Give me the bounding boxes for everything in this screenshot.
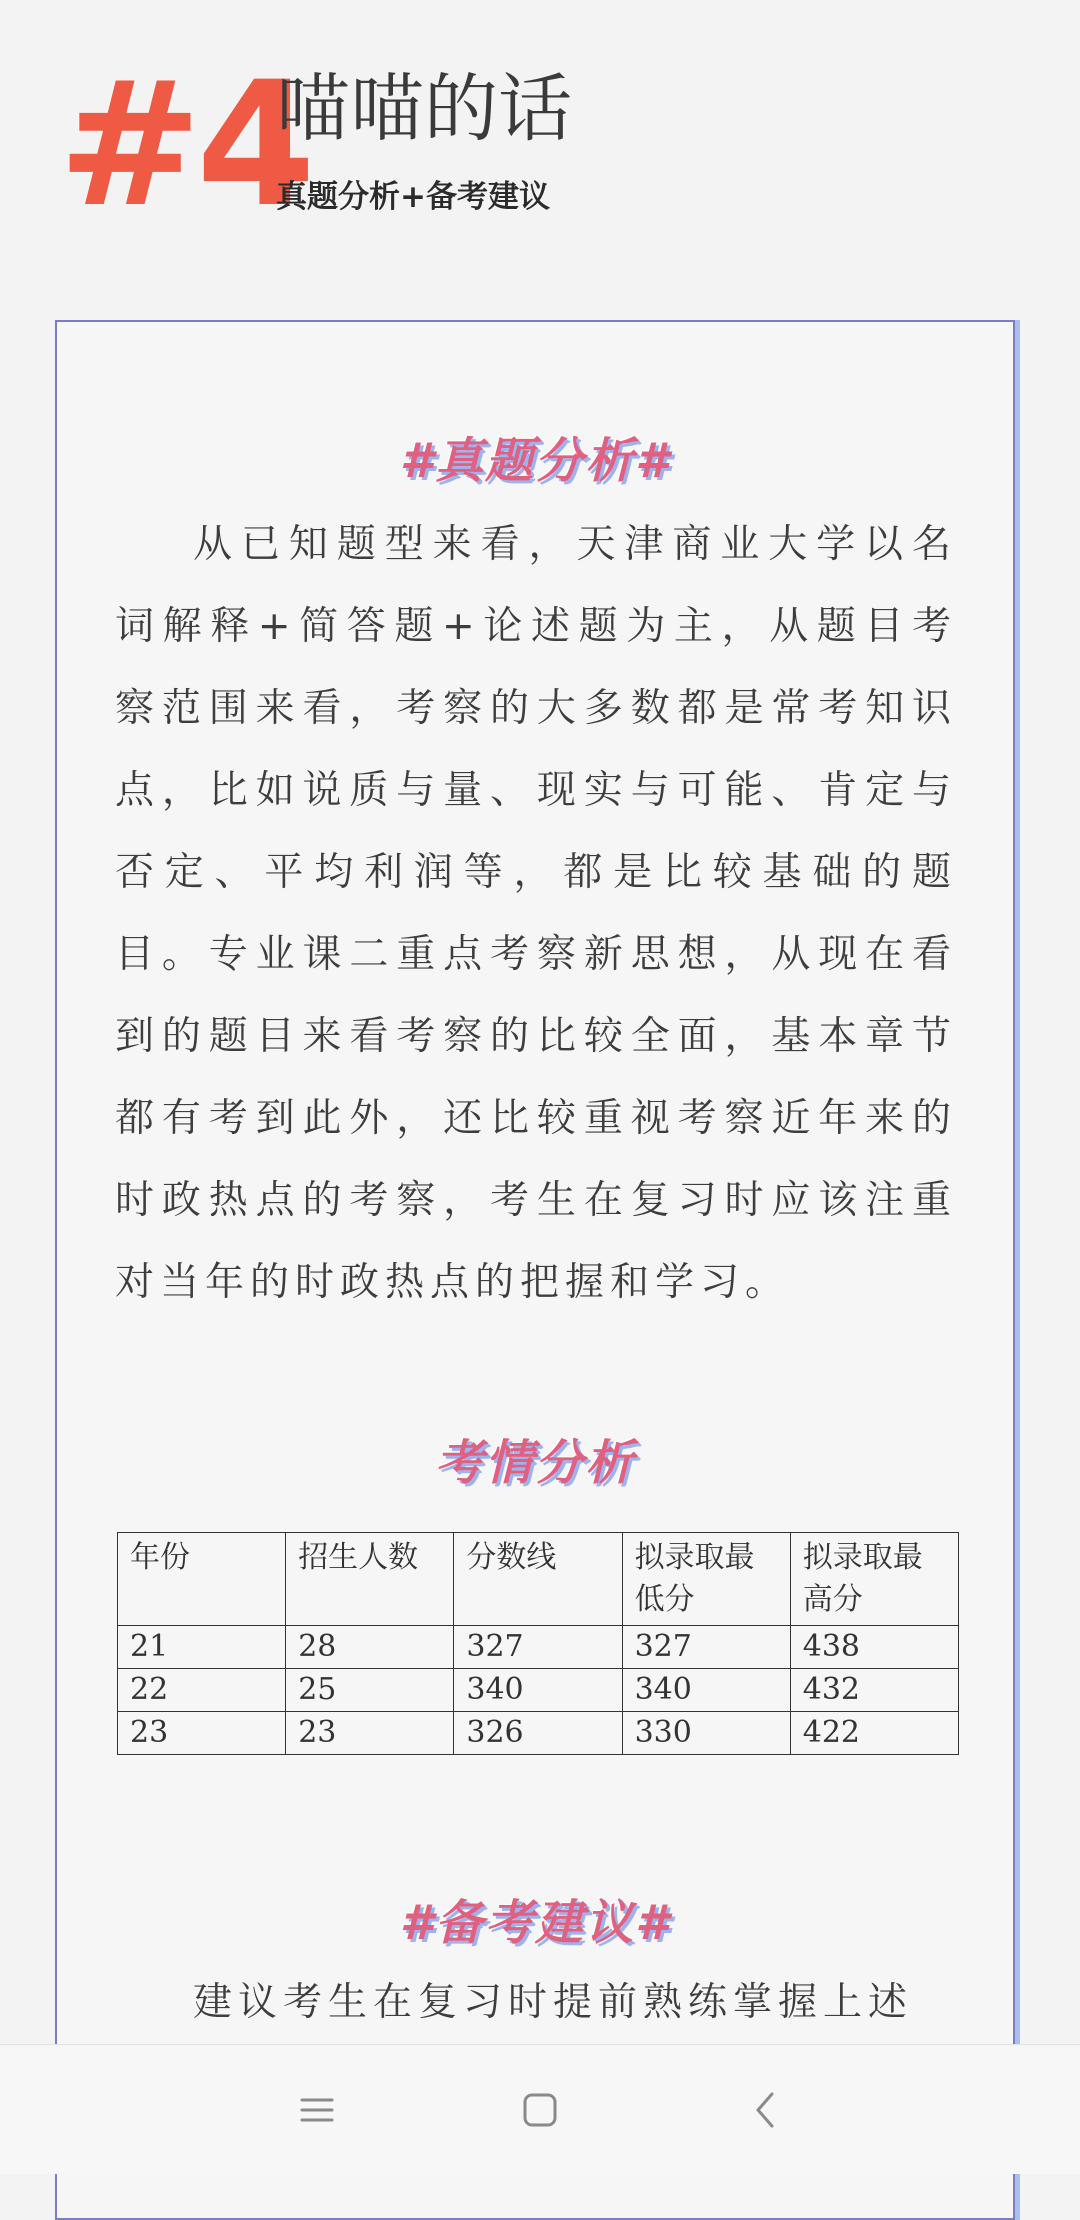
table-header-cell: 招生人数 (286, 1533, 454, 1626)
menu-icon (299, 2095, 335, 2125)
table-header-cell: 分数线 (454, 1533, 622, 1626)
table-header-cell: 拟录取最低分 (622, 1533, 790, 1626)
exam-analysis-heading: #真题分析# (399, 433, 671, 489)
table-cell: 340 (454, 1669, 622, 1712)
table-cell: 327 (622, 1626, 790, 1669)
admission-table (117, 1532, 959, 1755)
section-number: #4 (58, 44, 310, 245)
table-header-cell: 拟录取最高分 (790, 1533, 958, 1626)
table-cell: 326 (454, 1712, 622, 1755)
table-cell: 422 (790, 1712, 958, 1755)
page-subtitle: 真题分析+备考建议 (276, 179, 550, 215)
table-cell: 23 (286, 1712, 454, 1755)
admission-analysis-heading: 考情分析 (434, 1435, 635, 1491)
table-cell: 23 (118, 1712, 286, 1755)
back-button[interactable] (705, 2045, 825, 2174)
system-nav-bar (0, 2044, 1080, 2174)
table-cell: 340 (622, 1669, 790, 1712)
table-cell: 330 (622, 1712, 790, 1755)
table-cell: 432 (790, 1669, 958, 1712)
page-title: 喵喵的话 (276, 66, 572, 152)
prep-advice-heading: #备考建议# (399, 1895, 671, 1951)
menu-button[interactable] (257, 2045, 377, 2174)
table-row (118, 1712, 959, 1755)
home-square-icon (522, 2092, 558, 2128)
table-header-row (118, 1533, 959, 1626)
prep-advice-paragraph: 建议考生在复习时提前熟练掌握上述 (193, 1980, 914, 2025)
table-row (118, 1669, 959, 1712)
table-cell: 327 (454, 1626, 622, 1669)
home-button[interactable] (480, 2045, 600, 2174)
table-cell: 438 (790, 1626, 958, 1669)
content-card (55, 320, 1015, 2220)
table-row (118, 1626, 959, 1669)
table-cell: 21 (118, 1626, 286, 1669)
exam-analysis-paragraph: 从已知题型来看，天津商业大学以名词解释+简答题+论述题为主，从题目考察范围来看，考察的大多数都是常考知识点，比如说质与量、现实与可能、肯定与否定、平均利润等，都是比较基础的题目。专业课二重点考察新思想，从现在看到的题目来看考察的比较全面，基本章节都有考到此外，还比较重视考察近年来的时政热点的考察，考生在复习时应该注重对当年的时政热点的把握和学习。 (115, 522, 957, 1305)
table-cell: 22 (118, 1669, 286, 1712)
table-header-cell: 年份 (118, 1533, 286, 1626)
table-cell: 25 (286, 1669, 454, 1712)
table-cell: 28 (286, 1626, 454, 1669)
page-header (58, 44, 758, 245)
back-chevron-icon (753, 2091, 777, 2129)
